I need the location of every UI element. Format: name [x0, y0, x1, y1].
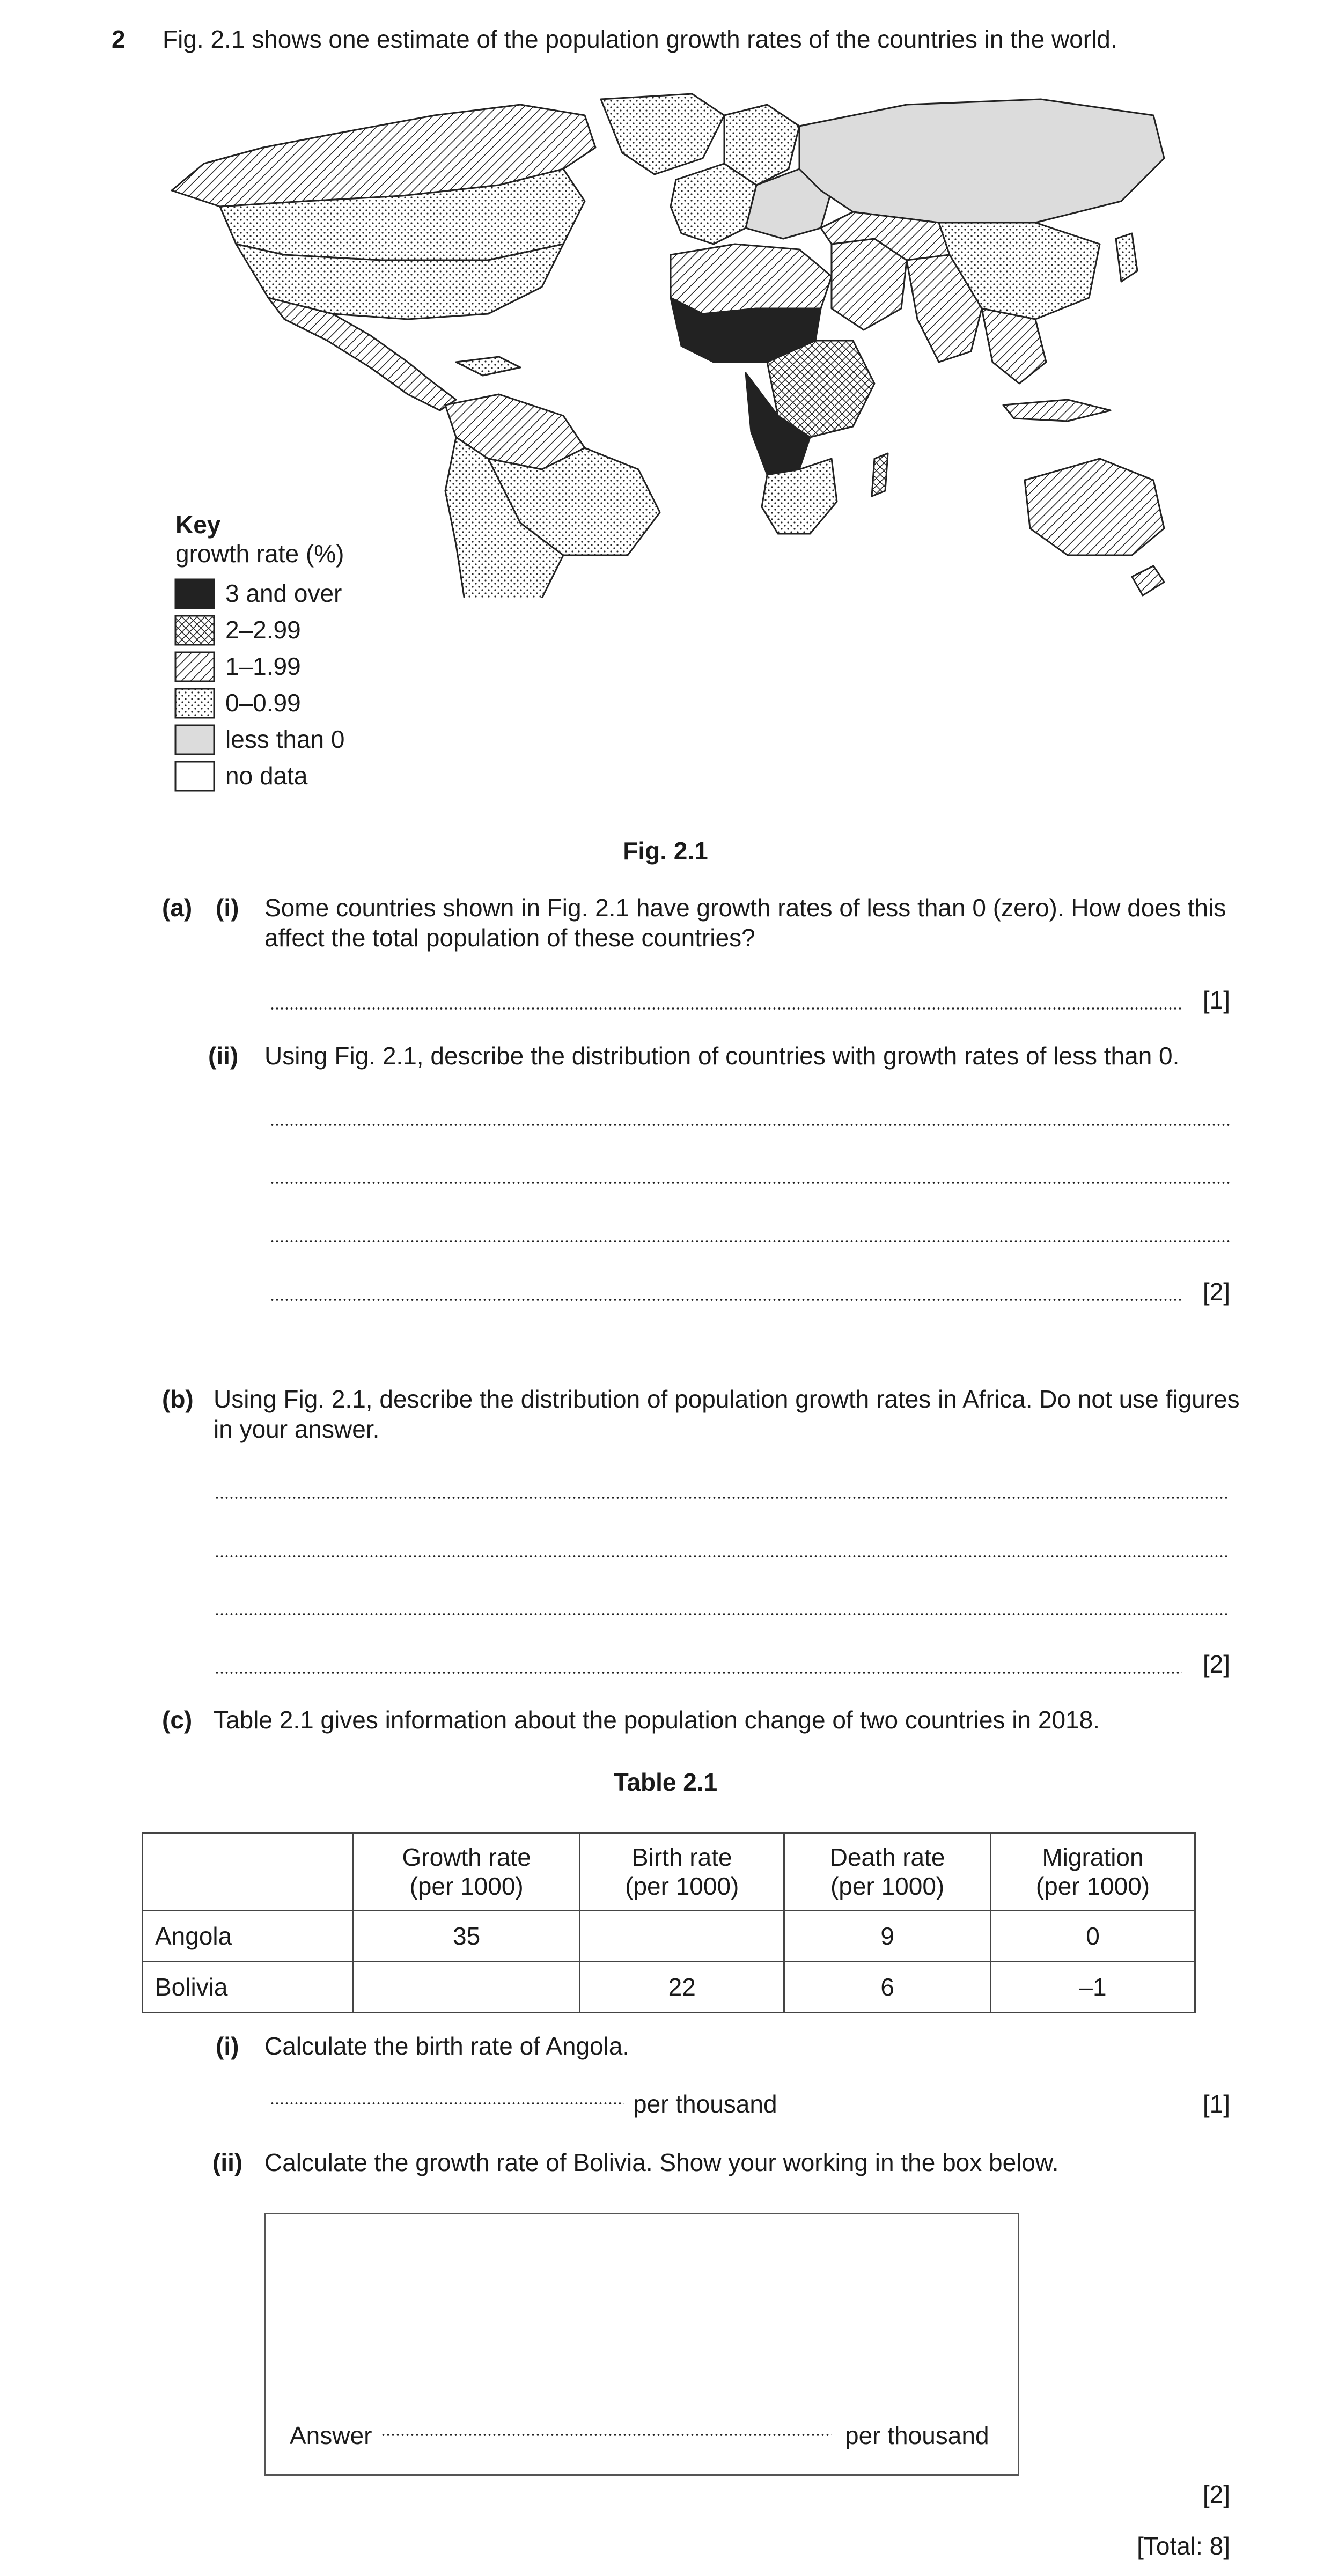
key-label-1-1.99: 1–1.99 — [225, 652, 301, 680]
part-a-ii-question: Using Fig. 2.1, describe the distribution of countries with growth rates of less than 0. — [264, 1042, 1180, 1070]
answer-line-b-4[interactable] — [215, 1671, 1182, 1674]
world-growth-rate-map — [156, 83, 1175, 598]
part-a-i-question-line2: affect the total population of these countries? — [264, 924, 755, 952]
key-swatch-2-2.99 — [175, 616, 214, 645]
answer-line-a-i[interactable] — [270, 1007, 1182, 1010]
key-label-less-than-0: less than 0 — [225, 725, 345, 753]
table-caption: Table 2.1 — [613, 1768, 718, 1796]
figure-caption: Fig. 2.1 — [623, 837, 708, 865]
table-header-growth-rate: Growth rate (per 1000) — [354, 1833, 580, 1911]
map-new-zealand — [1132, 566, 1164, 595]
map-caribbean — [456, 357, 520, 376]
answer-line-b-2[interactable] — [215, 1555, 1230, 1558]
question-number: 2 — [112, 25, 126, 53]
part-a-i-label: (i) — [216, 894, 239, 922]
table-cell-birth: 22 — [580, 1962, 784, 2013]
key-label-0-0.99: 0–0.99 — [225, 689, 301, 717]
map-japan — [1116, 233, 1137, 282]
key-swatch-less-than-0 — [175, 725, 214, 754]
table-cell-country: Bolivia — [143, 1962, 354, 2013]
key-subtitle: growth rate (%) — [175, 540, 344, 568]
table-cell-migration: 0 — [990, 1911, 1195, 1962]
map-australia — [1025, 459, 1164, 555]
part-b-question-line1: Using Fig. 2.1, describe the distribution of population growth rates in Africa. Do not use figures — [214, 1385, 1240, 1413]
table-header-birth-rate: Birth rate (per 1000) — [580, 1833, 784, 1911]
part-c-i-unit: per thousand — [633, 2090, 777, 2118]
table-header-blank — [143, 1833, 354, 1911]
table-cell-growth — [354, 1962, 580, 2013]
map-north-africa — [671, 244, 832, 314]
key-swatch-0-0.99 — [175, 689, 214, 718]
part-c-ii-unit: per thousand — [845, 2422, 989, 2449]
table-cell-birth — [580, 1911, 784, 1962]
part-c-ii-question: Calculate the growth rate of Bolivia. Show your working in the box below. — [264, 2148, 1059, 2176]
question-intro: Fig. 2.1 shows one estimate of the population growth rates of the countries in the world. — [163, 25, 1117, 53]
part-c-ii-label: (ii) — [212, 2148, 243, 2176]
part-b-question-line2: in your answer. — [214, 1415, 380, 1443]
part-a-ii-label: (ii) — [208, 1042, 239, 1070]
part-a-label: (a) — [162, 894, 193, 922]
answer-line-c-ii[interactable] — [381, 2433, 832, 2437]
answer-label: Answer — [290, 2422, 372, 2449]
part-c-i-question: Calculate the birth rate of Angola. — [264, 2032, 630, 2060]
key-swatch-no-data — [175, 762, 214, 791]
map-southeast-asia — [982, 308, 1046, 384]
table-cell-country: Angola — [143, 1911, 354, 1962]
key-swatch-3-and-over — [175, 579, 214, 608]
mark-a-ii: [2] — [1202, 1278, 1230, 1306]
answer-line-a-ii-2[interactable] — [270, 1181, 1230, 1184]
table-cell-death: 9 — [784, 1911, 991, 1962]
answer-line-b-3[interactable] — [215, 1613, 1230, 1616]
part-b-label: (b) — [162, 1385, 194, 1413]
population-table — [142, 1832, 1196, 2013]
map-madagascar — [872, 453, 888, 496]
key-title: Key — [175, 511, 221, 539]
table-cell-growth: 35 — [354, 1911, 580, 1962]
part-c-i-label: (i) — [216, 2032, 239, 2060]
total-marks: [Total: 8] — [1137, 2532, 1230, 2560]
map-russia — [799, 99, 1164, 223]
table-row-bolivia — [143, 1962, 1195, 2013]
map-greenland — [601, 94, 724, 174]
table-header-migration: Migration (per 1000) — [990, 1833, 1195, 1911]
mark-a-i: [1] — [1202, 986, 1230, 1014]
part-c-intro: Table 2.1 gives information about the population change of two countries in 2018. — [214, 1706, 1100, 1734]
table-header-row — [143, 1833, 1195, 1911]
mark-c-i: [1] — [1202, 2090, 1230, 2118]
key-label-2-2.99: 2–2.99 — [225, 616, 301, 644]
answer-line-a-ii-1[interactable] — [270, 1123, 1230, 1127]
table-row-angola — [143, 1911, 1195, 1962]
table-cell-migration: –1 — [990, 1962, 1195, 2013]
answer-line-a-ii-4[interactable] — [270, 1298, 1182, 1301]
answer-line-a-ii-3[interactable] — [270, 1240, 1230, 1243]
answer-line-c-i[interactable] — [270, 2102, 624, 2105]
map-indonesia — [1003, 400, 1111, 421]
key-label-no-data: no data — [225, 762, 308, 790]
table-cell-death: 6 — [784, 1962, 991, 2013]
table-header-death-rate: Death rate (per 1000) — [784, 1833, 991, 1911]
key-label-3-and-over: 3 and over — [225, 579, 342, 607]
answer-line-b-1[interactable] — [215, 1496, 1230, 1499]
key-swatches — [174, 578, 217, 798]
key-swatch-1-1.99 — [175, 652, 214, 681]
mark-b: [2] — [1202, 1650, 1230, 1678]
part-a-i-question-line1: Some countries shown in Fig. 2.1 have growth rates of less than 0 (zero). How does this — [264, 894, 1226, 922]
part-c-label: (c) — [162, 1706, 193, 1734]
mark-c-ii: [2] — [1202, 2481, 1230, 2508]
